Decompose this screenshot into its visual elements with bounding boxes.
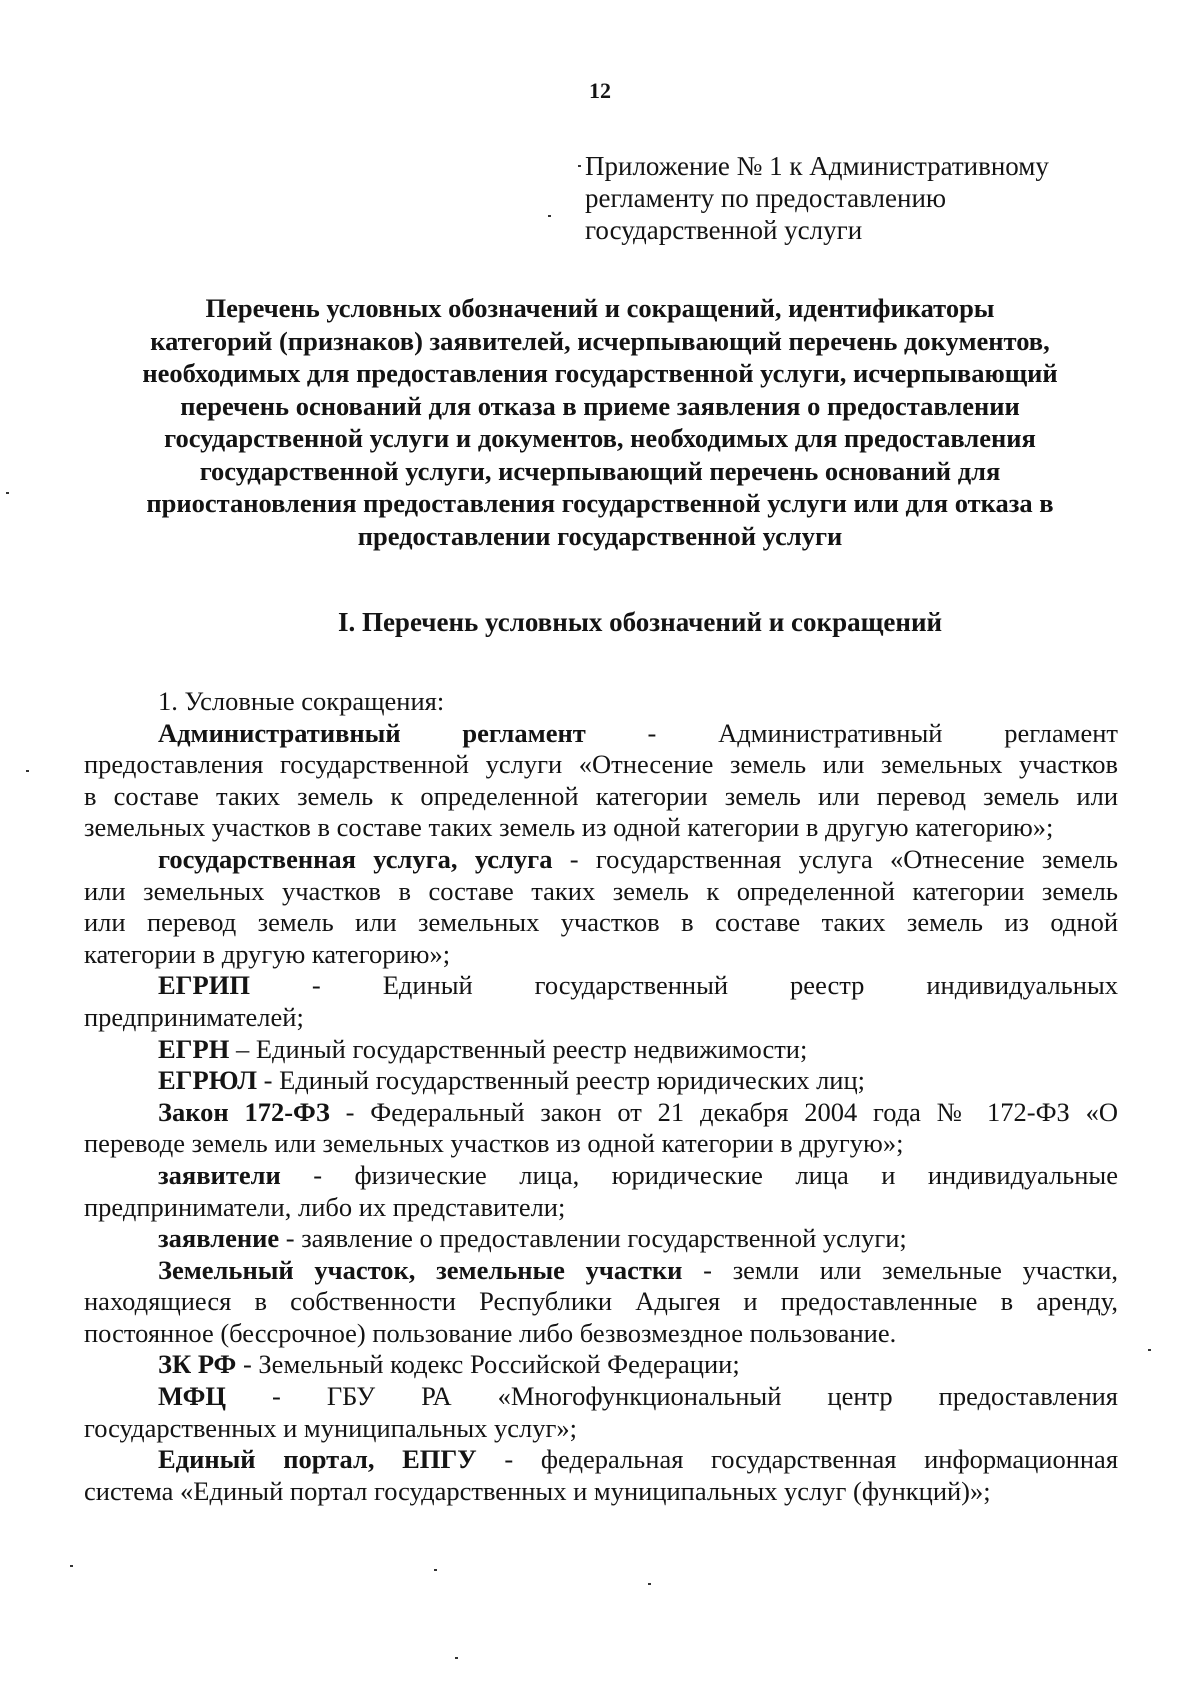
definition-first-line: государственная услуга, услуга - государственная услуга «Отнесение земель: [158, 843, 1118, 874]
definition-continuation: или земельных участков в составе таких земель к определенной категории земель: [84, 875, 1118, 906]
scan-speck: [26, 770, 29, 772]
definition-term: ЗК РФ: [158, 1349, 237, 1380]
definition-text: земли или земельные участки,: [732, 1254, 1118, 1285]
definition-first-line: ЕГРИП - Единый государственный реестр индивидуальных: [158, 970, 1118, 1001]
definition-continuation: или перевод земель или земельных участков в составе таких земель из одной: [84, 907, 1118, 938]
definition-first-line: Единый портал, ЕПГУ - федеральная государственная информационная: [158, 1444, 1118, 1475]
definition-term: Земельный участок, земельные участки: [158, 1254, 683, 1285]
definition-first-line: заявители - физические лица, юридические лица и индивидуальные: [158, 1159, 1118, 1190]
definition-first-line: МФЦ - ГБУ РА «Многофункциональный центр предоставления: [158, 1381, 1118, 1412]
document-title: [90, 292, 1110, 552]
definition-text: Административный регламент: [718, 717, 1118, 748]
document-title-line: предоставлении государственной услуги: [357, 520, 843, 551]
document-title-line: необходимых для предоставления государственной услуги, исчерпывающий: [142, 358, 1058, 388]
definition-continuation: постоянное (бессрочное) пользование либо безвозмездное пользование.: [84, 1317, 897, 1348]
document-title-line: государственной услуги, исчерпывающий перечень оснований для: [199, 455, 1001, 486]
definition-continuation: предприниматели, либо их представители;: [84, 1191, 566, 1222]
appendix-note-line: регламенту по предоставлению: [585, 183, 947, 213]
definition-term: МФЦ: [158, 1381, 227, 1412]
scan-speck: [1148, 1349, 1151, 1351]
definition-continuation: переводе земель или земельных участков из одной категории в другую»;: [84, 1128, 904, 1159]
definition-continuation: земельных участков в составе таких земель из одной категории в другую категорию»;: [84, 812, 1054, 843]
scan-speck: [578, 165, 581, 167]
definition-continuation: предоставления государственной услуги «Отнесение земель или земельных участков: [84, 749, 1118, 780]
intro-line: 1. Условные сокращения:: [158, 686, 445, 716]
definition-first-line: ЕГРН – Единый государственный реестр недвижимости;: [158, 1033, 808, 1064]
definition-first-line: Административный регламент - Административный регламент: [158, 717, 1118, 748]
appendix-note: [585, 150, 1125, 246]
definition-term: заявление: [158, 1223, 280, 1254]
definition-first-line: Закон 172-ФЗ - Федеральный закон от 21 декабря 2004 года № 172-ФЗ «О: [158, 1096, 1118, 1127]
definition-text: Федеральный закон от 21 декабря 2004 года № 172-ФЗ «О: [370, 1096, 1118, 1127]
definition-term: ЕГРН: [158, 1033, 230, 1064]
definition-term: Закон 172-ФЗ: [158, 1096, 330, 1127]
definition-term: ЕГРЮЛ: [158, 1065, 257, 1096]
document-title-line: категорий (признаков) заявителей, исчерпывающий перечень документов,: [150, 325, 1050, 356]
definition-first-line: ЗК РФ - Земельный кодекс Российской Федерации;: [158, 1349, 740, 1380]
definitions-body: [84, 686, 1118, 1507]
definition-term: государственная услуга, услуга: [158, 843, 553, 874]
definition-continuation: предпринимателей;: [84, 1001, 304, 1032]
definition-first-line: Земельный участок, земельные участки - земли или земельные участки,: [158, 1254, 1118, 1285]
appendix-note-line: Приложение № 1 к Административному: [585, 151, 1049, 181]
definition-continuation: категории в другую категорию»;: [84, 938, 451, 969]
document-title-line: приостановления предоставления государственной услуги или для отказа в: [146, 488, 1054, 518]
definition-term: заявители: [158, 1159, 281, 1190]
scan-speck: [434, 1569, 437, 1571]
appendix-note-line: государственной услуги: [585, 215, 863, 245]
definition-text: Единый государственный реестр юридических лиц;: [279, 1065, 866, 1096]
definition-term: Административный регламент: [158, 717, 586, 748]
definition-text: физические лица, юридические лица и индивидуальные: [354, 1159, 1118, 1190]
document-title-line: государственной услуги и документов, необходимых для предоставления: [164, 423, 1036, 453]
scan-speck: [548, 215, 551, 217]
scan-speck: [455, 1657, 458, 1659]
definition-first-line: заявление - заявление о предоставлении государственной услуги;: [158, 1223, 907, 1254]
definition-first-line: ЕГРЮЛ - Единый государственный реестр юридических лиц;: [158, 1065, 866, 1096]
definition-continuation: система «Единый портал государственных и муниципальных услуг (функций)»;: [84, 1475, 991, 1506]
document-title-line: Перечень условных обозначений и сокращений, идентификаторы: [205, 293, 995, 323]
definition-continuation: государственных и муниципальных услуг»;: [84, 1412, 577, 1443]
page-number: 12: [589, 78, 611, 103]
definition-continuation: в составе таких земель к определенной категории земель или перевод земель или: [84, 780, 1118, 811]
scan-speck: [648, 1583, 651, 1585]
document-title-line: перечень оснований для отказа в приеме заявления о предоставлении: [180, 390, 1020, 421]
definition-text: Земельный кодекс Российской Федерации;: [258, 1349, 740, 1380]
definition-text: Единый государственный реестр недвижимости;: [255, 1033, 808, 1064]
scan-speck: [70, 1565, 73, 1567]
definition-text: заявление о предоставлении государственной услуги;: [301, 1223, 907, 1254]
scan-speck: [6, 492, 9, 494]
definition-text: федеральная государственная информационная: [540, 1444, 1118, 1475]
definition-text: ГБУ РА «Многофункциональный центр предоставления: [326, 1381, 1118, 1412]
definition-term: ЕГРИП: [158, 970, 250, 1001]
definition-text: государственная услуга «Отнесение земель: [595, 843, 1118, 874]
section-heading: I. Перечень условных обозначений и сокращений: [337, 607, 943, 637]
definition-text: Единый государственный реестр индивидуальных: [382, 970, 1118, 1001]
definition-term: Единый портал, ЕПГУ: [158, 1444, 477, 1475]
definition-continuation: находящиеся в собственности Республики Адыгея и предоставленные в аренду,: [84, 1286, 1118, 1317]
